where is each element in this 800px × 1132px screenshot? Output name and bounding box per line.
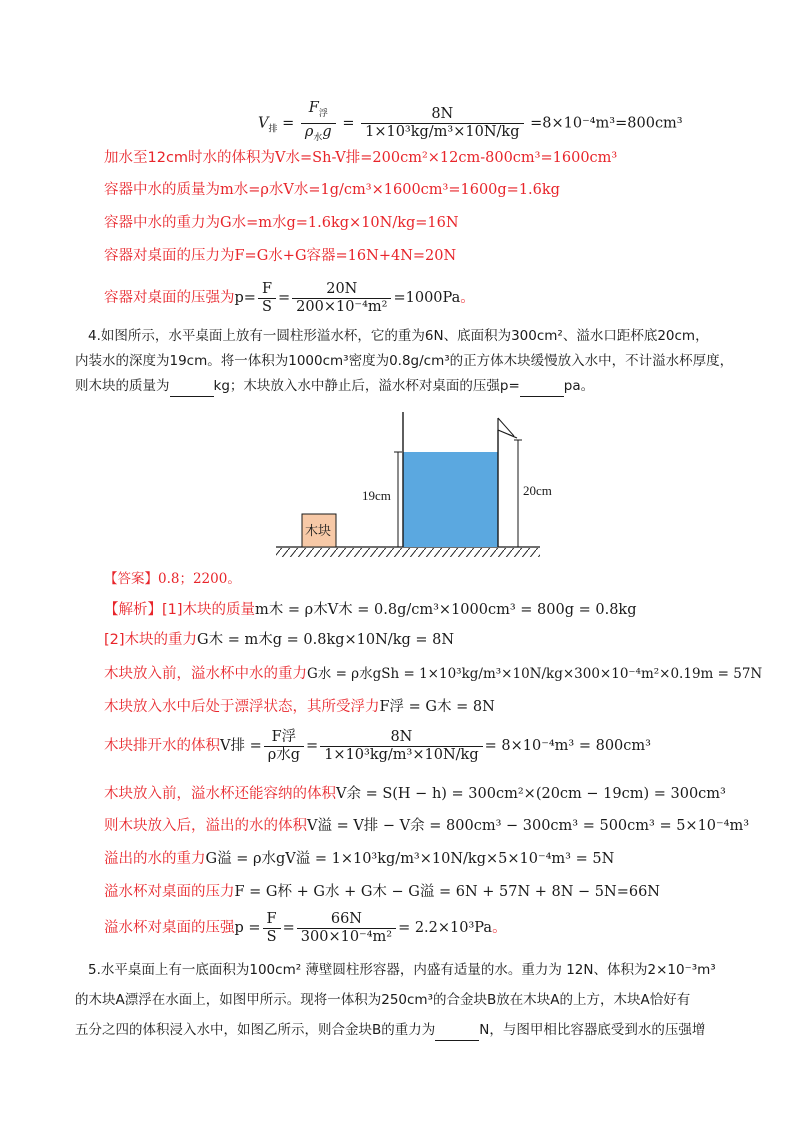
analysis-line-7: 则木块放入后，溢出的水的体积V溢 = V排 − V余 = 800cm³ − 300cm³ = 500cm³ = 5×10⁻⁴m³ [104, 818, 750, 834]
depth-label: 19cm [362, 488, 391, 503]
solution-line-water-mass: 容器中水的质量为m水=ρ水V水=1g/cm³×1600cm³=1600g=1.6kg [104, 182, 560, 198]
height-label: 20cm [523, 483, 552, 498]
solution-line-container-force: 容器对桌面的压力为F=G水+G容器=16N+4N=20N [104, 248, 457, 264]
analysis-line-1: 【解析】[1]木块的质量m木 = ρ木V木 = 0.8g/cm³×1000cm³ = 800g = 0.8kg [104, 602, 637, 618]
wooden-block-label: 木块 [305, 524, 332, 539]
solution-line-water-volume: 加水至12cm时水的体积为V水=Sh-V排=200cm²×12cm-800cm³=1600cm³ [104, 150, 618, 166]
fraction-buoyancy-over-density: $\frac{F_浮}{\rho_水g}$ [301, 100, 336, 147]
q4-line-3: 则木块的质量为 kg；木块放入水中静止后，溢水杯对桌面的压强p= pa。 [75, 376, 594, 397]
analysis-line-9: 溢水杯对桌面的压力F = G杯 + G水 + G木 − G溢 = 6N + 57N + 8N − 5N=66N [104, 884, 660, 900]
table-hatching [276, 548, 540, 557]
analysis-line-5: 木块排开水的体积V排 = $\frac{\text{F浮}}{\text{ρ水g}}$ = $\frac{8N}{\text{1×10³kg/m³×10N/kg}}$ = 8×10⁻⁴m³ = 800cm³ [104, 728, 651, 763]
analysis-line-3: 木块放入前，溢水杯中水的重力G水 = ρ水gSh = 1×10³kg/m³×10N/kg×300×10⁻⁴m²×0.19m = 57N [104, 666, 763, 682]
q4-line-1: 4.如图所示，水平桌面上放有一圆柱形溢水杯，它的重为6N、底面积为300cm²、溢水口距杯底20cm， [88, 328, 709, 344]
answer-line: 【答案】0.8；2200。 [104, 571, 241, 587]
q5-line-3: 五分之四的体积浸入水中，如图乙所示，则合金块B的重力为 N，与图甲相比容器底受到水的压强增 [75, 1020, 705, 1041]
answer-blank-weight[interactable] [435, 1020, 479, 1041]
analysis-line-2: [2]木块的重力G木 = m木g = 0.8kg×10N/kg = 8N [104, 632, 455, 648]
analysis-line-4: 木块放入水中后处于漂浮状态，其所受浮力F浮 = G木 = 8N [104, 699, 495, 715]
q5-line-2: 的木块A漂浮在水面上，如图甲所示。现将一体积为250cm³的合金块B放在木块A的上方，木块A恰好有 [75, 992, 691, 1008]
analysis-line-6: 木块放入前，溢水杯还能容纳的体积V余 = S(H − h) = 300cm²×(20cm − 19cm) = 300cm³ [104, 786, 726, 802]
analysis-line-10: 溢水杯对桌面的压强p = $\frac{F}{S}$ = $\frac{66N}{\text{300×10⁻⁴m²}}$ = 2.2×10³Pa。 [104, 910, 507, 945]
cup-spout [498, 430, 517, 438]
water-fill [403, 452, 498, 547]
q4-line-2: 内装水的深度为19cm。将一体积为1000cm³密度为0.8g/cm³的正方体木块缓慢放入水中，不计溢水杯厚度， [75, 353, 734, 369]
analysis-line-8: 溢出的水的重力G溢 = ρ水gV溢 = 1×10³kg/m³×10N/kg×5×10⁻⁴m³ = 5N [104, 851, 615, 867]
formula-line-volume-displaced: $V_排$ = $\frac{F_浮}{\rho_水g}$ = $\frac{8N}{\text{1×10³kg/m³×10N/kg}}$ =8×10⁻⁴m³=800cm³ [258, 100, 683, 147]
q5-line-1: 5.水平桌面上有一底面积为100cm² 薄壁圆柱形容器，内盛有适量的水。重力为 12N、体积为2×10⁻³m³ [88, 962, 716, 978]
fraction-8n-over-expression: $\frac{8N}{\text{1×10³kg/m³×10N/kg}}$ [361, 106, 523, 141]
solution-line-water-weight: 容器中水的重力为G水=m水g=1.6kg×10N/kg=16N [104, 215, 459, 231]
solution-line-container-pressure: 容器对桌面的压强为p= $\frac{F}{S}$ = $\frac{20N}{\text{200×10⁻⁴m²}}$ =1000Pa。 [104, 280, 475, 315]
